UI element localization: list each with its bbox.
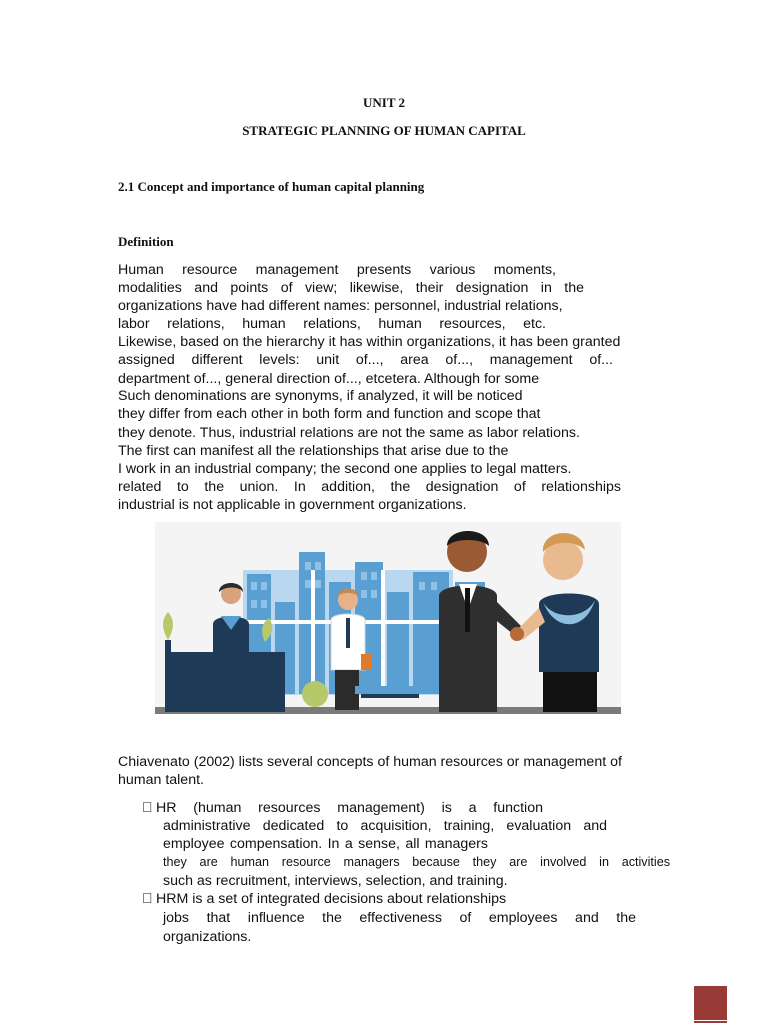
paragraph-line: they denote. Thus, industrial relations are not the same as labor relations. <box>118 425 580 441</box>
paragraph-line: The first can manifest all the relationships that arise due to the <box>118 443 509 459</box>
bullet-line: they are human resource managers because they are involved in activities <box>163 855 670 869</box>
chiavenato-line: human talent. <box>118 772 204 788</box>
bullet-line: employee compensation. In a sense, all managers <box>163 836 488 852</box>
bullet-line: administrative dedicated to acquisition, training, evaluation and <box>163 818 607 834</box>
bullet-first-line: HRM is a set of integrated decisions about relationships <box>156 891 507 907</box>
office-illustration <box>155 522 621 714</box>
bullet-line: such as recruitment, interviews, selection, and training. <box>163 873 508 889</box>
unit-heading: UNIT 2 <box>362 95 406 110</box>
paragraph-line: Such denominations are synonyms, if analyzed, it will be noticed <box>118 388 523 404</box>
bench <box>355 686 425 694</box>
paragraph-line: Human resource management presents various moments, <box>118 262 556 278</box>
paragraph-line: industrial is not applicable in government organizations. <box>118 497 467 513</box>
paragraph-line: Likewise, based on the hierarchy it has within organizations, it has been granted <box>118 334 621 350</box>
bullet-line: jobs that influence the effectiveness of employees and the <box>163 910 636 926</box>
paragraph-line: I work in an industrial company; the second one applies to legal matters. <box>118 461 572 477</box>
definition-heading: Definition <box>118 234 174 249</box>
plant-pot <box>302 681 328 707</box>
paragraph-line: labor relations, human relations, human resources, etc. <box>118 316 546 332</box>
page-number-underline <box>694 1021 727 1023</box>
paragraph-line: related to the union. In addition, the designation of relationships <box>118 479 621 495</box>
handshake <box>510 627 524 641</box>
bullet-glyph <box>142 800 153 816</box>
section-heading: 2.1 Concept and importance of human capital planning <box>118 179 425 194</box>
bullet-glyph <box>142 891 153 907</box>
paragraph-line: department of..., general direction of..., etcetera. Although for some <box>118 371 540 387</box>
page-number-box <box>694 986 727 1020</box>
bullet-line: organizations. <box>163 929 252 945</box>
paragraph-line: assigned different levels: unit of..., area of..., management of... <box>118 352 613 368</box>
bullet-first-line: HR (human resources management) is a function <box>156 800 543 816</box>
paragraph-line: organizations have had different names: personnel, industrial relations, <box>118 298 563 314</box>
paragraph-line: modalities and points of view; likewise, their designation in the <box>118 280 584 296</box>
page-title: STRATEGIC PLANNING OF HUMAN CAPITAL <box>242 123 526 138</box>
chiavenato-line: Chiavenato (2002) lists several concepts of human resources or management of <box>118 754 622 770</box>
reception-desk <box>165 652 285 712</box>
paragraph-line: they differ from each other in both form and function and scope that <box>118 406 541 422</box>
